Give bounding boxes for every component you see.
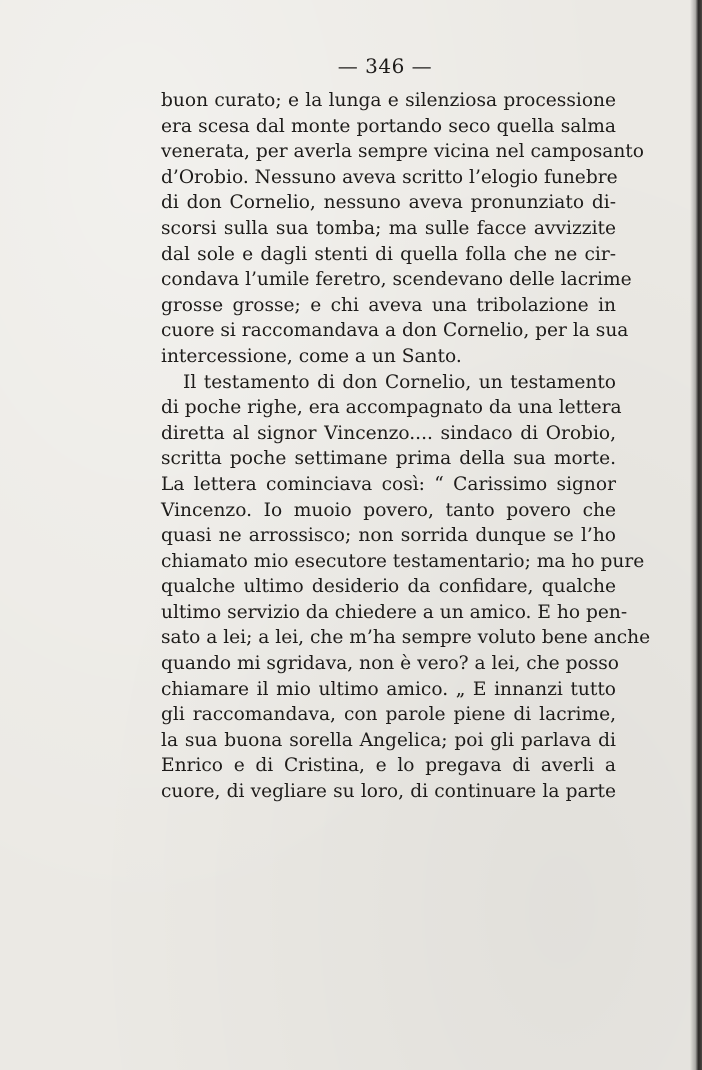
text-line: d’Orobio. Nessuno aveva scritto l’elogio funebre — [161, 166, 618, 188]
text-line: quando mi sgridava, non è vero? a lei, che posso — [161, 653, 619, 675]
text-line: scritta poche settimane prima della sua morte. — [161, 448, 616, 470]
text-line: condava l’umile feretro, scendevano delle lacrime — [161, 269, 632, 291]
paragraph-1 — [161, 88, 644, 370]
text-line: diretta al signor Vincenzo.... sindaco di Orobio, — [161, 422, 616, 444]
paragraph-2 — [161, 370, 651, 805]
binding-edge — [690, 0, 702, 1070]
text-line: gli raccomandava, con parole piene di lacrime, — [161, 704, 616, 726]
text-line: ultimo servizio da chiedere a un amico. E ho pen- — [161, 601, 628, 623]
text-line: buon curato; e la lunga e silenziosa processione — [161, 90, 616, 111]
text-line: la sua buona sorella Angelica; poi gli parlava di — [161, 729, 616, 751]
text-line: chiamare il mio ultimo amico. „ E innanzi tutto — [161, 678, 616, 700]
text-line: chiamato mio esecutore testamentario; ma ho pure — [161, 550, 645, 572]
text-line: era scesa dal monte portando seco quella salma — [161, 115, 616, 137]
text-line: Vincenzo. Io muoio povero, tanto povero che — [161, 499, 616, 521]
text-line: sato a lei; a lei, che m’ha sempre voluto bene anche — [161, 627, 651, 649]
text-line: cuore si raccomandava a don Cornelio, per la sua — [161, 320, 629, 342]
text-line: intercessione, come a un Santo. — [161, 345, 462, 367]
text-line: grosse grosse; e chi aveva una tribolazione in — [161, 294, 616, 316]
page-number: — 346 — — [337, 54, 433, 78]
text-line: Enrico e di Cristina, e lo pregava di averli a — [161, 755, 616, 777]
text-line: Il testamento di don Cornelio, un testamento — [183, 371, 616, 393]
text-line: di poche righe, era accompagnato da una lettera — [161, 397, 622, 419]
text-line: venerata, per averla sempre vicina nel camposanto — [161, 141, 644, 163]
text-line: La lettera cominciava così: “ Carissimo signor — [161, 473, 616, 495]
text-line: dal sole e dagli stenti di quella folla che ne cir- — [161, 243, 616, 265]
text-line: qualche ultimo desiderio da confidare, qualche — [161, 576, 616, 598]
text-line: cuore, di vegliare su loro, di continuare la parte — [161, 781, 616, 803]
text-line: di don Cornelio, nessuno aveva pronunziato di- — [161, 192, 616, 214]
text-line: scorsi sulla sua tomba; ma sulle facce avvizzite — [161, 217, 616, 239]
text-line: quasi ne arrossisco; non sorrida dunque se l’ho — [161, 525, 616, 547]
body-text — [161, 88, 651, 805]
